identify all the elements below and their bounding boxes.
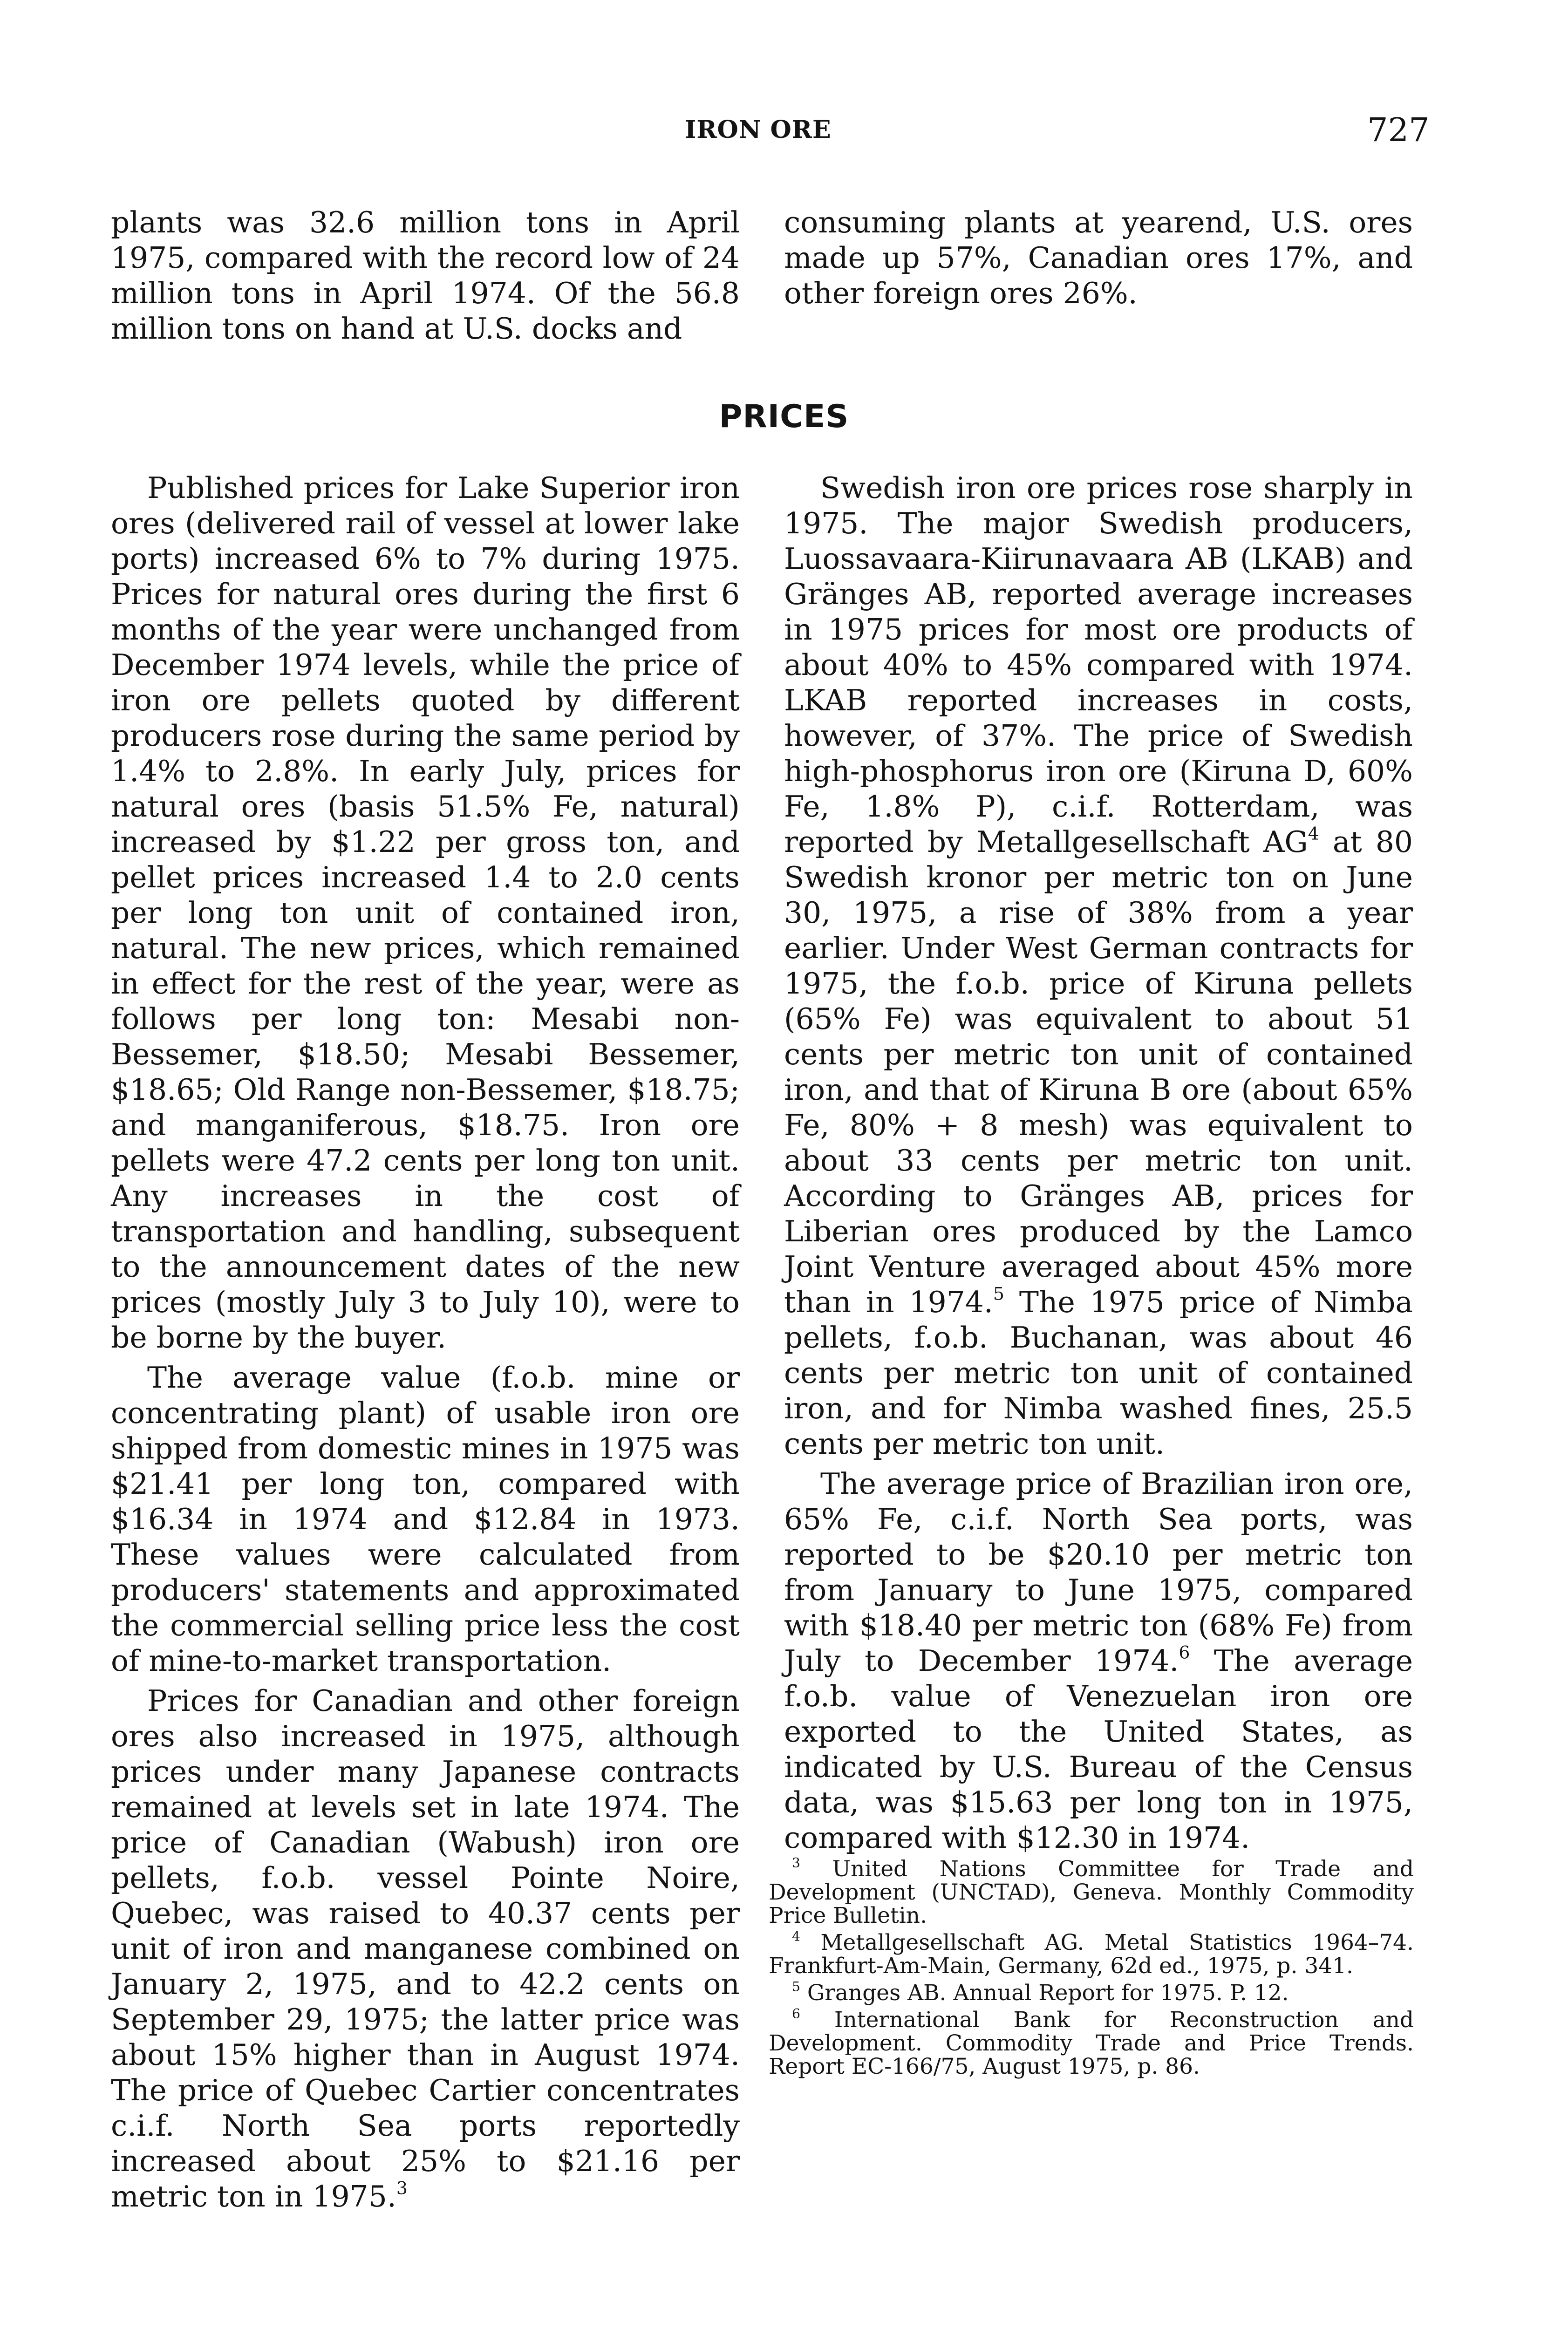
footnote-text: Granges AB. Annual Report for 1975. P. 12.	[807, 1980, 1289, 2006]
footnote-ref-4: 4	[1308, 823, 1319, 844]
brazilian-prices-text-b: The average f.o.b. value of Venezuelan iron ore exported to the United States, as indicated by U.S. Bureau of the Census data, was $15.63 per long ton in 1975, compared with $12.30 in 1974.	[784, 1644, 1413, 1855]
footnote	[769, 1979, 1414, 2006]
footnote-number: 6	[792, 2006, 800, 2022]
prices-left-column	[111, 470, 740, 2214]
paragraph-domestic-average-value: The average value (f.o.b. mine or concentrating plant) of usable iron ore shipped from domestic mines in 1975 was $21.41 per long ton, compared with $16.34 in 1974 and $12.84 in 1973. These values were calculated from producers' statements and approximated the commercial selling price less the cost of mine-to-market transportation.	[111, 1361, 740, 1678]
swedish-prices-text-b: at 80 Swedish kronor per metric ton on June 30, 1975, a rise of 38% from a year earlier. Under West German contracts for 1975, the f.o.b. price of Kiruna pellets (65% Fe) was equivalent to about 51 cents per metric ton unit of contained iron, and that of Kiruna B ore (about 65% Fe, 80% + 8 mesh) was equivalent to about 33 cents per metric ton unit. According to Gränges AB, prices for Liberian ores produced by the Lamco Joint Venture averaged about 45% more than in 1974.	[784, 825, 1413, 1319]
running-title: IRON ORE	[685, 116, 832, 144]
swedish-prices-text-c: The 1975 price of Nimba pellets, f.o.b. Buchanan, was about 46 cents per metric ton unit of contained iron, and for Nimba washed fines, 25.5 cents per metric ton unit.	[784, 1285, 1413, 1461]
footnote-number: 4	[792, 1928, 800, 1944]
footnote-text: International Bank for Reconstruction and Development. Commodity Trade and Price Trends. Report EC-166/75, August 1975, p. 86.	[769, 2007, 1414, 2079]
intro-left-paragraph: plants was 32.6 million tons in April 1975, compared with the record low of 24 million tons in April 1974. Of the 56.8 million tons on hand at U.S. docks and	[111, 205, 740, 346]
paragraph-canadian-prices-text: Prices for Canadian and other foreign ores also increased in 1975, although prices under many Japanese contracts remained at levels set in late 1974. The price of Canadian (Wabush) iron ore pellets, f.o.b. vessel Pointe Noire, Quebec, was raised to 40.37 cents per unit of iron and manganese combined on January 2, 1975, and to 42.2 cents on September 29, 1975; the latter price was about 15% higher than in August 1974. The price of Quebec Cartier concentrates c.i.f. North Sea ports reportedly increased about 25% to $21.16 per metric ton in 1975.	[111, 1684, 740, 2213]
paragraph-canadian-prices	[111, 1683, 740, 2214]
footnote-number: 3	[792, 1855, 800, 1871]
footnote	[769, 2006, 1414, 2079]
paragraph-brazilian-prices	[784, 1466, 1413, 1856]
intro-right-column	[784, 205, 1413, 311]
footnote-ref-5: 5	[993, 1283, 1004, 1304]
footnote	[769, 1928, 1414, 1979]
footnote	[769, 1855, 1414, 1928]
footnote-number: 5	[792, 1979, 800, 1995]
section-heading-prices: PRICES	[719, 398, 849, 435]
footnote-ref-3: 3	[396, 2178, 408, 2199]
intro-left-column	[111, 205, 740, 347]
footnote-ref-6: 6	[1179, 1642, 1190, 1663]
page-header	[0, 106, 1568, 162]
page-number: 727	[1367, 111, 1430, 149]
footnote-text: United Nations Committee for Trade and Development (UNCTAD), Geneva. Monthly Commodity Price Bulletin.	[769, 1856, 1414, 1928]
intro-right-paragraph: consuming plants at yearend, U.S. ores made up 57%, Canadian ores 17%, and other foreign ores 26%.	[784, 205, 1413, 310]
paragraph-lake-superior-prices: Published prices for Lake Superior iron ores (delivered rail of vessel at lower lake ports) increased 6% to 7% during 1975. Prices for natural ores during the first 6 months of the year were unchanged from December 1974 levels, while the price of iron ore pellets quoted by different producers rose during the same period by 1.4% to 2.8%. In early July, prices for natural ores (basis 51.5% Fe, natural) increased by $1.22 per gross ton, and pellet prices increased 1.4 to 2.0 cents per long ton unit of contained iron, natural. The new prices, which remained in effect for the rest of the year, were as follows per long ton: Mesabi non-Bessemer, $18.50; Mesabi Bessemer, $18.65; Old Range non-Bessemer, $18.75; and manganiferous, $18.75. Iron ore pellets were 47.2 cents per long ton unit. Any increases in the cost of transportation and handling, subsequent to the announcement dates of the new prices (mostly July 3 to July 10), were to be borne by the buyer.	[111, 471, 740, 1355]
footnote-text: Metallgesellschaft AG. Metal Statistics 1964–74. Frankfurt-Am-Main, Germany, 62d ed., 1975, p. 341.	[769, 1930, 1414, 1979]
footnotes	[769, 1855, 1414, 2082]
prices-right-column	[784, 470, 1413, 1856]
brazilian-prices-text-a: The average price of Brazilian iron ore, 65% Fe, c.i.f. North Sea ports, was reported to be $20.10 per metric ton from January to June 1975, compared with $18.40 per metric ton (68% Fe) from July to December 1974.	[784, 1467, 1413, 1678]
paragraph-swedish-prices	[784, 470, 1413, 1462]
swedish-prices-text-a: Swedish iron ore prices rose sharply in 1975. The major Swedish producers, Luossavaara-Kiirunavaara AB (LKAB) and Gränges AB, reported average increases in 1975 prices for most ore products of about 40% to 45% compared with 1974. LKAB reported increases in costs, however, of 37%. The price of Swedish high-phosphorus iron ore (Kiruna D, 60% Fe, 1.8% P), c.i.f. Rotterdam, was reported by Metallgesellschaft AG	[784, 471, 1413, 859]
